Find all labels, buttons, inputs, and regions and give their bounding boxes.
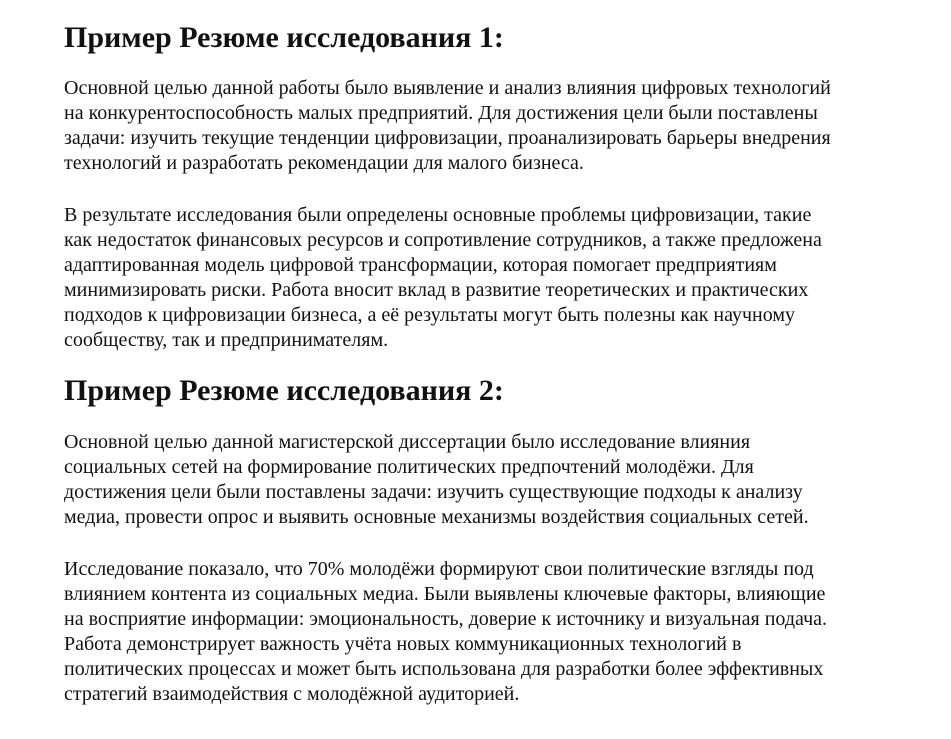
- text-line: Основной целью данной работы было выявление и анализ влияния цифровых технологий: [64, 77, 831, 99]
- text-line: на восприятие информации: эмоциональность, доверие к источнику и визуальная подача.: [64, 608, 828, 630]
- text-line: как недостаток финансовых ресурсов и сопротивление сотрудников, а также предложена: [64, 229, 822, 251]
- text-line: Исследование показало, что 70% молодёжи формируют свои политические взгляды под: [64, 558, 814, 580]
- text-line: задачи: изучить текущие тенденции цифровизации, проанализировать барьеры внедрения: [64, 127, 831, 149]
- text-line: технологий и разработать рекомендации для малого бизнеса.: [64, 152, 584, 174]
- text-line: стратегий взаимодействия с молодёжной аудиторией.: [64, 683, 520, 705]
- text-line: на конкурентоспособность малых предприятий. Для достижения цели были поставлены: [64, 102, 818, 124]
- text-line: Работа демонстрирует важность учёта новых коммуникационных технологий в: [64, 633, 742, 655]
- text-line: достижения цели были поставлены задачи: изучить существующие подходы к анализу: [64, 481, 803, 503]
- section-2-paragraph-1: [64, 430, 809, 530]
- section-1-paragraph-2: [64, 203, 822, 353]
- section-1-heading: Пример Резюме исследования 1:: [64, 21, 504, 54]
- text-line: В результате исследования были определены основные проблемы цифровизации, такие: [64, 204, 812, 226]
- text-line: политических процессах и может быть использована для разработки более эффективных: [64, 658, 824, 680]
- text-line: влиянием контента из социальных медиа. Были выявлены ключевые факторы, влияющие: [64, 583, 826, 605]
- text-line: минимизировать риски. Работа вносит вклад в развитие теоретических и практических: [64, 279, 809, 301]
- text-line: Основной целью данной магистерской диссертации было исследование влияния: [64, 431, 751, 453]
- text-line: сообществу, так и предпринимателям.: [64, 329, 389, 351]
- text-line: социальных сетей на формирование политических предпочтений молодёжи. Для: [64, 456, 754, 478]
- section-2-heading: Пример Резюме исследования 2:: [64, 374, 504, 407]
- text-line: адаптированная модель цифровой трансформации, которая помогает предприятиям: [64, 254, 777, 276]
- text-line: подходов к цифровизации бизнеса, а её результаты могут быть полезны как научному: [64, 304, 796, 326]
- section-2-paragraph-2: [64, 557, 827, 707]
- text-line: медиа, провести опрос и выявить основные механизмы воздействия социальных сетей.: [64, 506, 809, 528]
- section-1-paragraph-1: [64, 76, 831, 176]
